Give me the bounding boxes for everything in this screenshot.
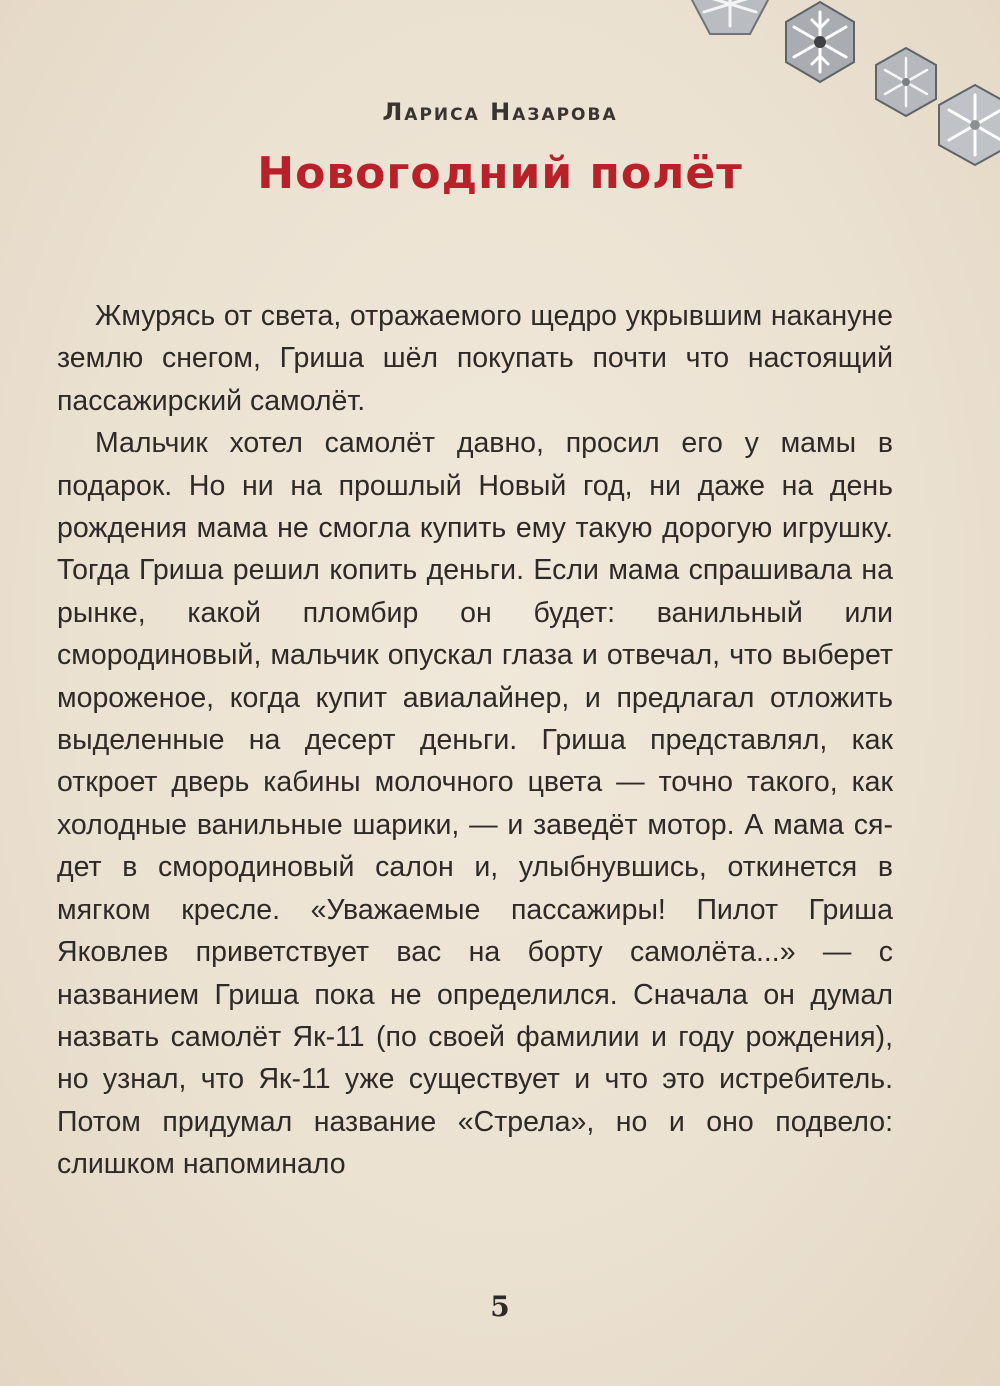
- author-name: Лариса Назарова: [382, 98, 618, 126]
- paragraph: Мальчик хотел самолёт давно, просил его у мамы в подарок. Но ни на прошлый Новый год, ни даже на день рождения мама не смогла купить ему такую дорогую игрушку. Тогда Гриша решил копить деньги. Если мама спрашивала на рынке, какой пломбир он будет: ванильный или смородиновый, мальчик опускал глаза и отвечал, что выберет мороженое, когда купит авиалайнер, и предлагал отложить выделенные на десерт деньги. Гриша представлял, как откроет дверь кабины молочного цвета — точно такого, как холодные ванильные шарики, — и заведёт мотор. А мама сядет в смородиновый салон и, улыбнувшись, откинется в мягком кресле. «Уважаемые пассажиры! Пилот Гриша Яковлев приветствует вас на борту самолёта...» — с названием Гриша пока не определился. Сначала он думал назвать самолёт Як-11 (по своей фамилии и году рождения), но узнал, что Як-11 уже существует и что это истребитель. Потом придумал название «Стрела», но и оно подвело: слишком напоминало: [57, 427, 893, 1181]
- paragraph: Жмурясь от света, отражаемого щедро укрывшим накануне землю снегом, Гриша шёл покупать почти что настоящий пассажирский самолёт.: [57, 300, 893, 417]
- page-number: 5: [490, 1290, 510, 1323]
- snowflake-icon: [692, 0, 768, 34]
- story-title: Новогодний полёт: [257, 148, 743, 199]
- story-text: [57, 295, 893, 1186]
- snowflake-icon: [786, 2, 854, 82]
